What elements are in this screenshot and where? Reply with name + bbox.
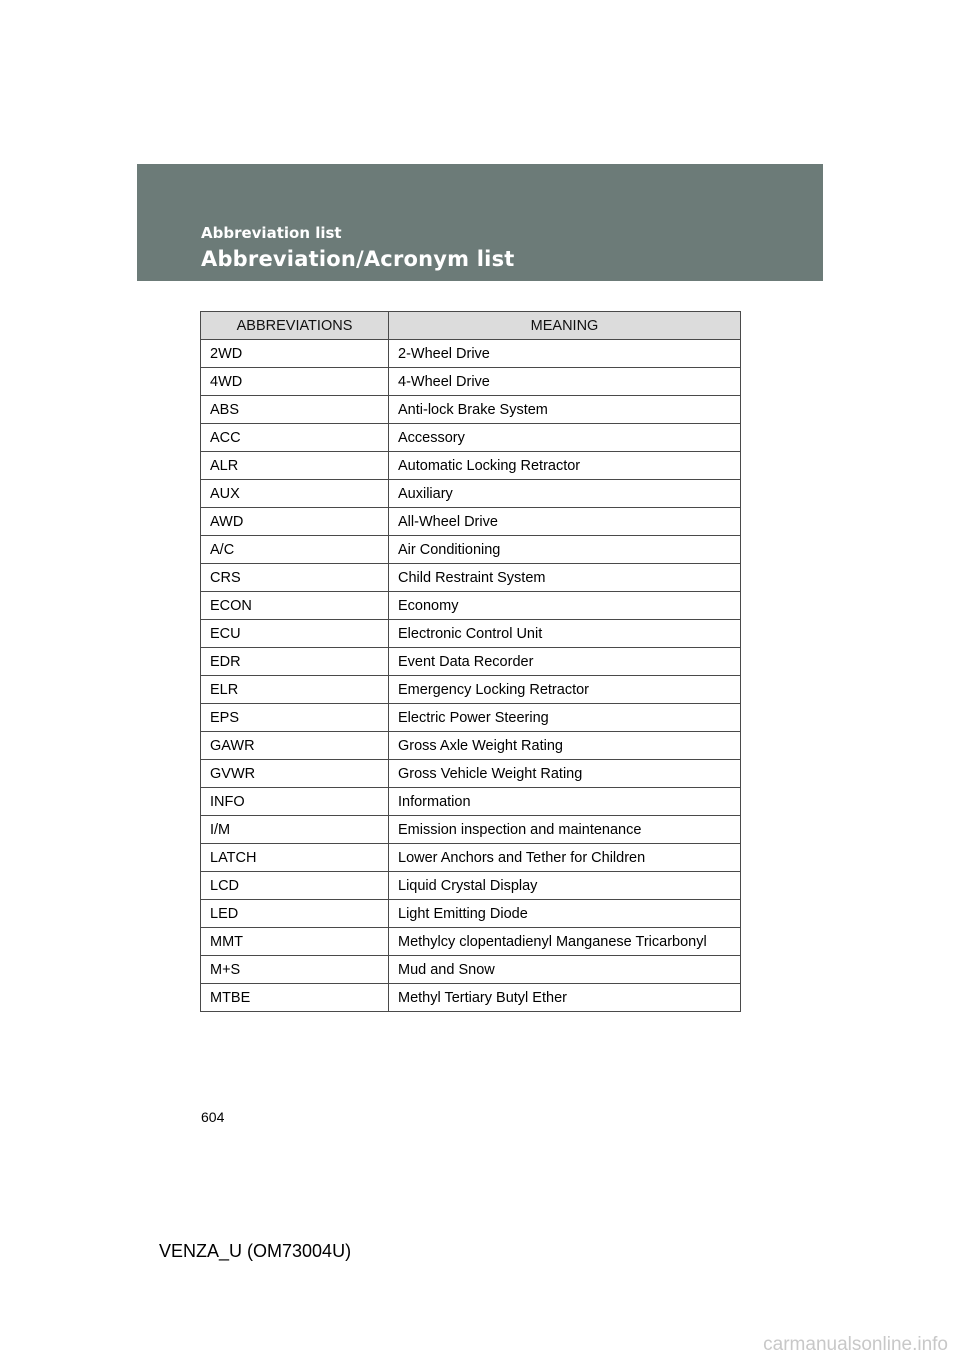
- meaning-cell: Electric Power Steering: [389, 704, 741, 732]
- table-body: [201, 340, 741, 1012]
- meaning-cell: Information: [389, 788, 741, 816]
- table-row: [201, 648, 741, 676]
- meaning-cell: 4-Wheel Drive: [389, 368, 741, 396]
- table-row: [201, 452, 741, 480]
- abbreviation-cell: ELR: [201, 676, 389, 704]
- abbreviation-cell: AUX: [201, 480, 389, 508]
- abbreviation-cell: A/C: [201, 536, 389, 564]
- abbreviation-cell: ECON: [201, 592, 389, 620]
- abbreviation-cell: GAWR: [201, 732, 389, 760]
- abbreviation-cell: LATCH: [201, 844, 389, 872]
- meaning-cell: 2-Wheel Drive: [389, 340, 741, 368]
- table-row: [201, 592, 741, 620]
- table-row: [201, 872, 741, 900]
- table-row: [201, 480, 741, 508]
- section-label: Abbreviation list: [201, 224, 342, 242]
- abbreviation-cell: LED: [201, 900, 389, 928]
- abbreviation-cell: LCD: [201, 872, 389, 900]
- meaning-cell: Automatic Locking Retractor: [389, 452, 741, 480]
- meaning-cell: Liquid Crystal Display: [389, 872, 741, 900]
- abbreviation-cell: GVWR: [201, 760, 389, 788]
- abbreviation-cell: 4WD: [201, 368, 389, 396]
- abbreviation-cell: I/M: [201, 816, 389, 844]
- abbreviation-table: [200, 311, 741, 1012]
- page-title: Abbreviation/Acronym list: [201, 247, 515, 271]
- table-row: [201, 536, 741, 564]
- table-row: [201, 788, 741, 816]
- table-row: [201, 508, 741, 536]
- meaning-cell: Mud and Snow: [389, 956, 741, 984]
- abbreviation-cell: EDR: [201, 648, 389, 676]
- abbreviation-cell: ACC: [201, 424, 389, 452]
- meaning-cell: Child Restraint System: [389, 564, 741, 592]
- table-row: [201, 844, 741, 872]
- table-row: [201, 760, 741, 788]
- document-id: VENZA_U (OM73004U): [159, 1241, 352, 1261]
- abbreviation-cell: M+S: [201, 956, 389, 984]
- table-row: [201, 704, 741, 732]
- meaning-cell: Methyl Tertiary Butyl Ether: [389, 984, 741, 1012]
- abbreviation-cell: ALR: [201, 452, 389, 480]
- abbreviation-cell: AWD: [201, 508, 389, 536]
- abbreviation-cell: MMT: [201, 928, 389, 956]
- meaning-cell: Accessory: [389, 424, 741, 452]
- table-row: [201, 564, 741, 592]
- meaning-cell: Methylcy clopentadienyl Manganese Tricarbonyl: [389, 928, 741, 956]
- table-row: [201, 620, 741, 648]
- meaning-cell: Gross Axle Weight Rating: [389, 732, 741, 760]
- meaning-cell: Economy: [389, 592, 741, 620]
- table-row: [201, 396, 741, 424]
- column-header-meaning: MEANING: [389, 312, 741, 340]
- page-number: 604: [201, 1109, 225, 1125]
- meaning-cell: All-Wheel Drive: [389, 508, 741, 536]
- table-row: [201, 340, 741, 368]
- table-row: [201, 900, 741, 928]
- meaning-cell: Lower Anchors and Tether for Children: [389, 844, 741, 872]
- table-row: [201, 928, 741, 956]
- abbreviation-cell: ECU: [201, 620, 389, 648]
- table-row: [201, 816, 741, 844]
- meaning-cell: Light Emitting Diode: [389, 900, 741, 928]
- table-row: [201, 984, 741, 1012]
- abbreviation-cell: 2WD: [201, 340, 389, 368]
- meaning-cell: Electronic Control Unit: [389, 620, 741, 648]
- meaning-cell: Event Data Recorder: [389, 648, 741, 676]
- table-row: [201, 956, 741, 984]
- meaning-cell: Emission inspection and maintenance: [389, 816, 741, 844]
- table-row: [201, 676, 741, 704]
- meaning-cell: Auxiliary: [389, 480, 741, 508]
- table-row: [201, 732, 741, 760]
- meaning-cell: Gross Vehicle Weight Rating: [389, 760, 741, 788]
- abbreviation-cell: CRS: [201, 564, 389, 592]
- meaning-cell: Anti-lock Brake System: [389, 396, 741, 424]
- table-row: [201, 368, 741, 396]
- meaning-cell: Air Conditioning: [389, 536, 741, 564]
- abbreviation-cell: INFO: [201, 788, 389, 816]
- column-header-abbreviations: ABBREVIATIONS: [201, 312, 389, 340]
- watermark: carmanualsonline.info: [763, 1334, 948, 1355]
- abbreviation-cell: EPS: [201, 704, 389, 732]
- table-header-row: [201, 312, 741, 340]
- abbreviation-cell: ABS: [201, 396, 389, 424]
- meaning-cell: Emergency Locking Retractor: [389, 676, 741, 704]
- abbreviation-cell: MTBE: [201, 984, 389, 1012]
- table-row: [201, 424, 741, 452]
